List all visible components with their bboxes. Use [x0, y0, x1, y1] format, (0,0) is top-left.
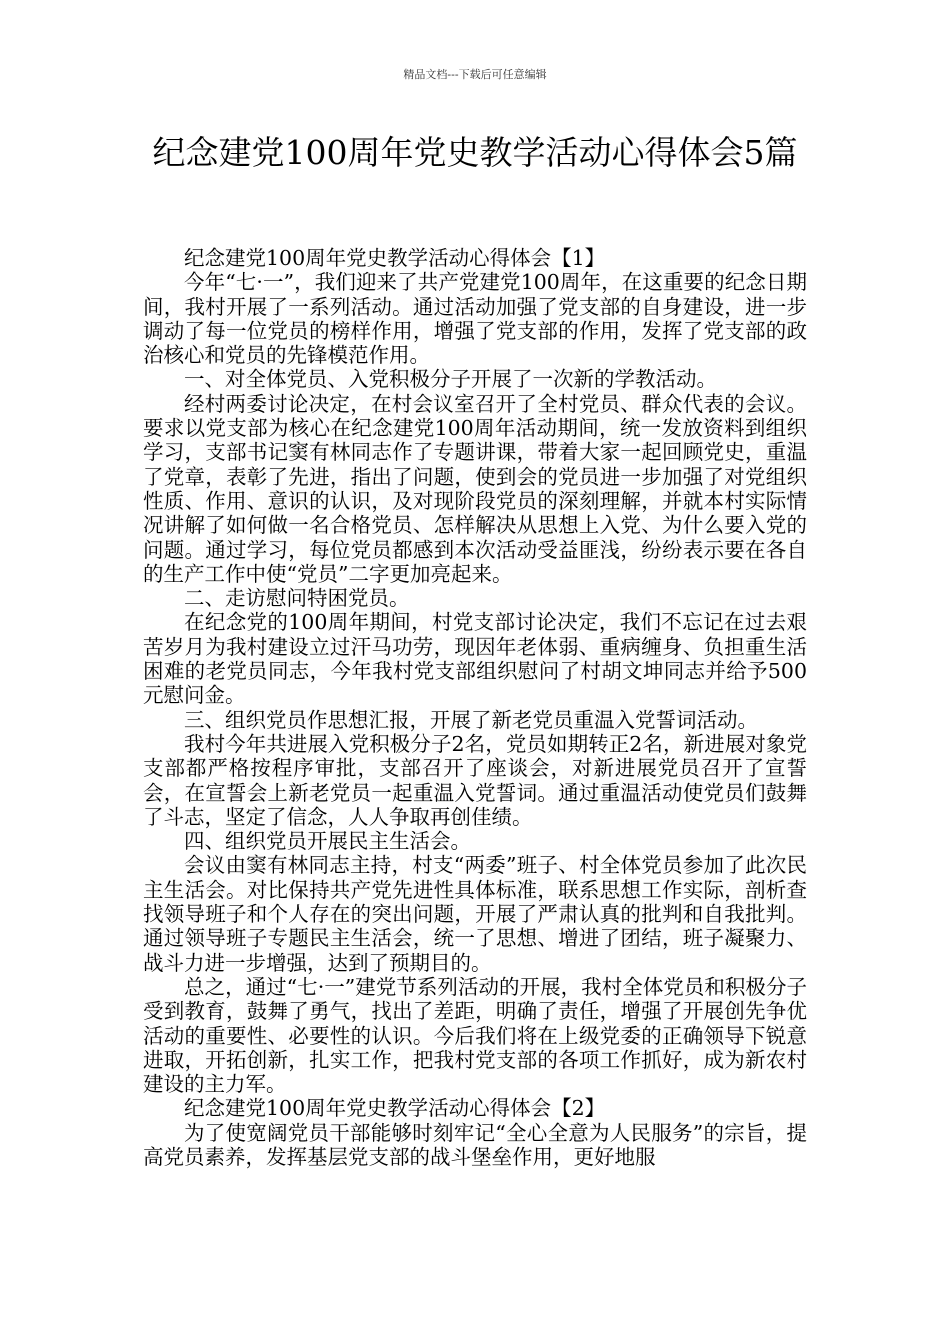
- section-heading-1: 纪念建党100周年党史教学活动心得体会【1】: [184, 246, 606, 270]
- paragraph: 今年“七·一”，我们迎来了共产党建党100周年，在这重要的纪念日期间，我村开展了一系列活动。通过活动加强了党支部的自身建设，进一步调动了每一位党员的榜样作用，增强了党支部的作用，发挥了党支部的政治核心和党员的先锋模范作用。: [143, 270, 807, 368]
- subheading-1: 一、对全体党员、入党积极分子开展了一次新的学教活动。: [184, 367, 717, 392]
- subheading-4: 四、组织党员开展民主生活会。: [184, 829, 471, 854]
- paragraph: 会议由窦有林同志主持，村支“两委”班子、村全体党员参加了此次民主生活会。对比保持共产党先进性具体标准，联系思想工作实际，剖析查找领导班子和个人存在的突出问题，开展了严肃认真的批判和自我批判。通过领导班子专题民主生活会，统一了思想、增进了团结，班子凝聚力、战斗力进一步增强，达到了预期目的。: [143, 853, 807, 975]
- paragraph: 我村今年共进展入党积极分子2名，党员如期转正2名，新进展对象党支部都严格按程序审批，支部召开了座谈会，对新进展党员召开了宣誓会，在宣誓会上新老党员一起重温入党誓词。通过重温活动使党员们鼓舞了斗志，坚定了信念，人人争取再创佳绩。: [143, 731, 807, 829]
- document-body: [143, 246, 807, 1169]
- subheading-2: 二、走访慰问特困党员。: [184, 586, 410, 611]
- paragraph: 为了使宽阔党员干部能够时刻牢记“全心全意为人民服务”的宗旨，提高党员素养，发挥基层党支部的战斗堡垒作用，更好地服: [143, 1120, 807, 1169]
- paragraph: 经村两委讨论决定，在村会议室召开了全村党员、群众代表的会议。要求以党支部为核心在纪念建党100周年活动期间，统一发放资料到组织学习，支部书记窦有林同志作了专题讲课，带着大家一起回顾党史，重温了党章，表彰了先进，指出了问题，使到会的党员进一步加强了对党组织性质、作用、意识的认识，及对现阶段党员的深刻理解，并就本村实际情况讲解了如何做一名合格党员、怎样解决从思想上入党、为什么要入党的问题。通过学习，每位党员都感到本次活动受益匪浅，纷纷表示要在各自的生产工作中使“党员”二字更加亮起来。: [143, 391, 807, 586]
- paragraph: 在纪念党的100周年期间，村党支部讨论决定，我们不忘记在过去艰苦岁月为我村建设立过汗马功劳，现因年老体弱、重病缠身、负担重生活困难的老党员同志，今年我村党支部组织慰问了村胡文坤同志并给予500元慰问金。: [143, 610, 807, 708]
- paragraph: 总之，通过“七·一”建党节系列活动的开展，我村全体党员和积极分子受到教育，鼓舞了勇气，找出了差距，明确了责任，增强了开展创先争优活动的重要性、必要性的认识。今后我们将在上级党委的正确领导下锐意进取，开拓创新，扎实工作，把我村党支部的各项工作抓好，成为新农村建设的主力军。: [143, 974, 807, 1097]
- header-note: 精品文档---下载后可任意编辑: [403, 68, 547, 81]
- subheading-3: 三、组织党员作思想汇报，开展了新老党员重温入党誓词活动。: [184, 707, 758, 732]
- section-heading-2: 纪念建党100周年党史教学活动心得体会【2】: [184, 1096, 606, 1121]
- document-title: 纪念建党100周年党史教学活动心得体会5篇: [152, 133, 798, 172]
